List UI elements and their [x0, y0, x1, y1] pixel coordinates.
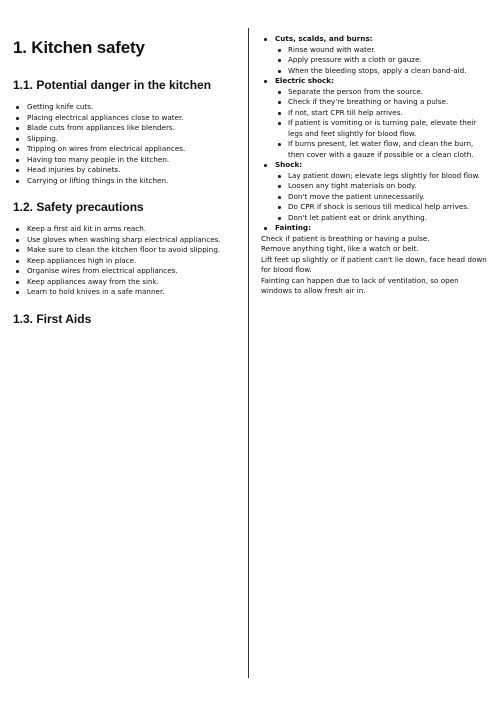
right-column — [249, 0, 496, 297]
list-item: Apply pressure with a cloth or gauze. — [275, 55, 488, 66]
list-item: Keep appliances high in place. — [13, 256, 238, 267]
danger-list — [13, 102, 238, 186]
list-item: Placing electrical appliances close to water. — [13, 113, 238, 124]
list-item: When the bleeding stops, apply a clean band-aid. — [275, 66, 488, 77]
list-item: Use gloves when washing sharp electrical appliances. — [13, 235, 238, 246]
list-item: Learn to hold knives in a safe manner. — [13, 287, 238, 298]
first-aid-list — [261, 34, 488, 297]
list-item: If not, start CPR till help arrives. — [275, 108, 488, 119]
aid-steps — [275, 45, 488, 77]
list-item: Getting knife cuts. — [13, 102, 238, 113]
list-item: Do CPR if shock is serious till medical help arrives. — [275, 202, 488, 213]
section-heading-danger: 1.1. Potential danger in the kitchen — [13, 78, 212, 92]
list-item: Check if they're breathing or having a pulse. — [275, 97, 488, 108]
aid-title: Electric shock: — [275, 76, 334, 85]
list-item: Having too many people in the kitchen. — [13, 155, 238, 166]
list-item: Keep a first aid kit in arms reach. — [13, 224, 238, 235]
list-item: Slipping. — [13, 134, 238, 145]
list-item: Don't let patient eat or drink anything. — [275, 213, 488, 224]
list-item: Separate the person from the source. — [275, 87, 488, 98]
aid-text: Check if patient is breathing or having a pulse. — [261, 233, 430, 243]
aid-steps — [275, 171, 488, 224]
list-item: Head injuries by cabinets. — [13, 165, 238, 176]
list-item: Keep appliances away from the sink. — [13, 277, 238, 288]
list-item: Make sure to clean the kitchen floor to avoid slipping. — [13, 245, 238, 256]
list-item: Organise wires from electrical appliances. — [13, 266, 238, 277]
aid-shock — [261, 160, 488, 223]
list-item: Carrying or lifting things in the kitchen. — [13, 176, 238, 187]
list-item: Tripping on wires from electrical appliances. — [13, 144, 238, 155]
aid-text: Remove anything tight, like a watch or belt. — [261, 244, 419, 253]
precautions-list — [13, 224, 238, 298]
section-heading-first-aids: 1.3. First Aids — [13, 311, 92, 326]
aid-fainting — [261, 223, 488, 297]
list-item: Don't move the patient unnecessarily. — [275, 192, 488, 203]
list-item: If burns present, let water flow, and clean the burn, then cover with a gauze if possible or a clean cloth. — [275, 139, 488, 160]
aid-electric-shock — [261, 76, 488, 160]
aid-text-block — [261, 234, 488, 297]
page-title: 1. Kitchen safety — [13, 38, 145, 57]
aid-title: Fainting: — [275, 223, 311, 232]
aid-text: Lift feet up slightly or if patient can't lie down, face head down for blood flow. — [261, 254, 487, 274]
list-item: Blade cuts from appliances like blenders. — [13, 123, 238, 134]
aid-cuts — [261, 34, 488, 76]
aid-steps — [275, 87, 488, 161]
list-item: Rinse wound with water. — [275, 45, 488, 56]
left-column — [0, 0, 248, 336]
aid-title: Shock: — [275, 160, 303, 169]
list-item: Loosen any tight materials on body. — [275, 181, 488, 192]
aid-text: Fainting can happen due to lack of ventilation, so open windows to allow fresh air in. — [261, 275, 459, 295]
list-item: If patient is vomiting or is turning pale, elevate their legs and feet slightly for blood flow. — [275, 118, 488, 139]
section-heading-precautions: 1.2. Safety precautions — [13, 200, 144, 214]
list-item: Lay patient down; elevate legs slightly for blood flow. — [275, 171, 488, 182]
aid-title: Cuts, scalds, and burns: — [275, 34, 373, 43]
